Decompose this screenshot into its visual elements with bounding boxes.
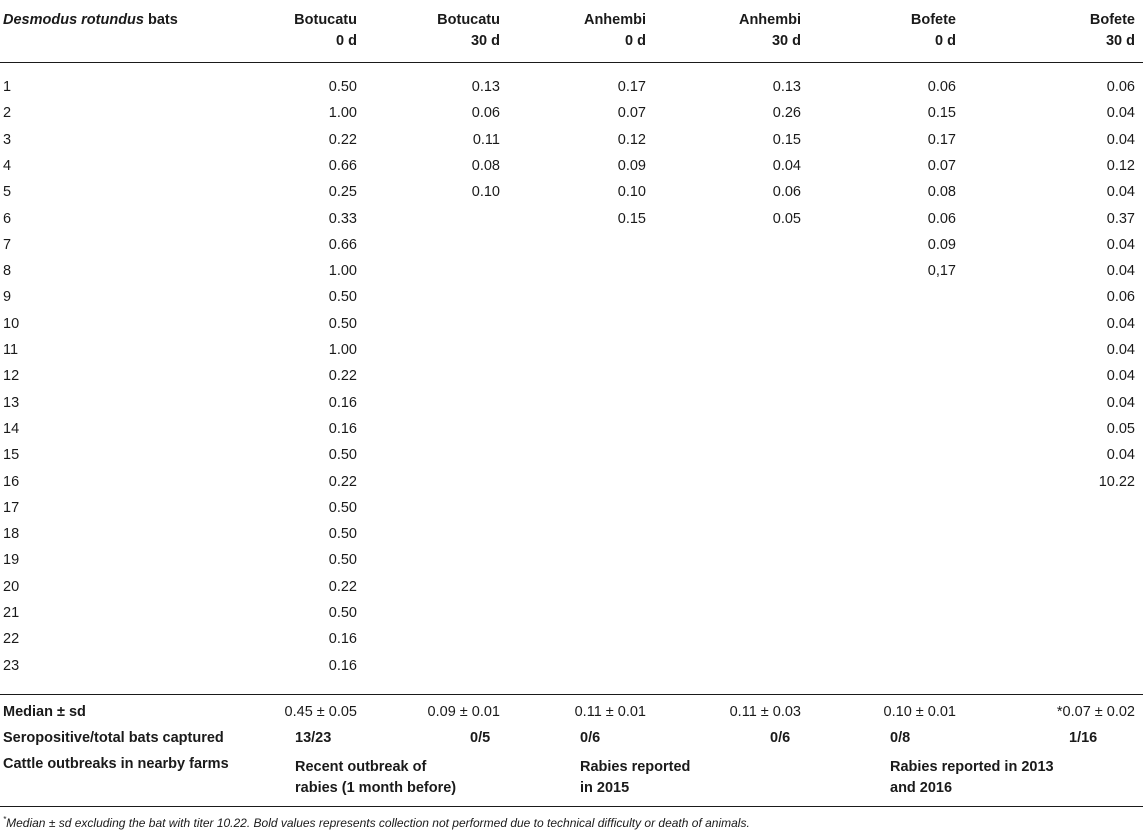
table-cell: 0.08 (471, 157, 500, 174)
table-cell: 0.16 (328, 631, 357, 648)
table-cell: 0.50 (328, 605, 357, 621)
table-cell: 0.50 (328, 447, 357, 464)
outbreak-bofete (890, 757, 1054, 799)
table-cell: 0.04 (1106, 105, 1135, 122)
table-cell: 0.06 (772, 184, 801, 201)
header-col-bofete-0d (911, 10, 956, 52)
table-cell: 0.15 (927, 105, 956, 122)
table-cell: 0.04 (772, 157, 801, 174)
table-row (0, 626, 1143, 653)
table-row (0, 495, 1143, 522)
table-cell: 0.11 (472, 131, 500, 148)
table-cell: 0.15 (617, 210, 646, 227)
table-header (0, 10, 1143, 58)
table-row (0, 469, 1143, 496)
seropositive-value: 13/23 (295, 730, 332, 746)
median-value: 0.45 ± 0.05 (284, 704, 357, 720)
table-cell: 0.13 (471, 79, 500, 95)
table-cell: 0.25 (328, 184, 357, 201)
outbreak-line: rabies (1 month before) (295, 780, 457, 796)
row-index: 18 (3, 526, 20, 543)
header-col-anhembi-30d (739, 10, 801, 52)
header-place: Bofete (1089, 12, 1135, 28)
outbreak-line: Recent outbreak of (295, 759, 427, 775)
table-row (0, 390, 1143, 417)
header-col-bofete-30d (1090, 10, 1135, 52)
table-cell: 0,17 (927, 263, 956, 280)
median-label: Median ± sd (3, 704, 86, 720)
header-day: 0 d (336, 33, 357, 49)
table-row (0, 153, 1143, 180)
table-cell: 0.10 (471, 184, 500, 201)
table-cell: 10.22 (1098, 473, 1135, 490)
table-cell: 1.00 (328, 105, 357, 122)
table-cell: 0.66 (328, 157, 357, 174)
table-cell: 0.05 (1106, 420, 1135, 437)
table-cell: 0.17 (927, 131, 956, 148)
header-day: 30 d (771, 33, 801, 49)
row-index: 12 (3, 368, 20, 385)
table-cell: 0.50 (328, 315, 357, 332)
header-day: 0 d (625, 33, 646, 49)
table-cell: 0.10 (617, 184, 646, 201)
table-cell: 0.04 (1106, 263, 1135, 280)
table-cell: 0.07 (617, 105, 646, 122)
table-row (0, 284, 1143, 311)
table-cell: 1.00 (328, 342, 357, 358)
row-index: 3 (3, 131, 12, 148)
header-col-botucatu-30d (437, 10, 500, 52)
median-value: 0.10 ± 0.01 (883, 704, 956, 720)
header-col-anhembi-0d (584, 10, 646, 52)
outbreak-line: in 2015 (580, 780, 630, 796)
footnote-mark: * (3, 815, 7, 824)
header-species-rest: bats (143, 12, 178, 28)
header-place: Botucatu (437, 12, 500, 28)
row-index: 15 (3, 447, 20, 464)
footnote (3, 815, 750, 830)
table-cell: 0.50 (328, 499, 357, 516)
row-index: 6 (3, 210, 12, 227)
table-row (0, 547, 1143, 574)
table-row (0, 363, 1143, 390)
table-cell: 0.06 (1106, 289, 1135, 306)
table-row (0, 206, 1143, 233)
median-value: *0.07 ± 0.02 (1056, 704, 1135, 720)
table-cell: 0.06 (927, 210, 956, 227)
row-index: 8 (3, 263, 12, 280)
table-cell: 0.16 (328, 420, 357, 437)
header-day: 30 d (1105, 33, 1135, 49)
table-cell: 0.07 (927, 157, 956, 174)
header-place: Botucatu (294, 12, 357, 28)
outbreaks-label: Cattle outbreaks in nearby farms (3, 756, 229, 772)
table-cell: 0.05 (772, 210, 801, 227)
row-index: 10 (3, 315, 20, 332)
table-row (0, 416, 1143, 443)
table-cell: 0.04 (1106, 368, 1135, 385)
row-index: 20 (3, 578, 20, 595)
row-index: 9 (3, 289, 12, 306)
table-cell: 0.26 (772, 105, 801, 122)
row-index: 2 (3, 105, 12, 122)
table-cell: 0.12 (617, 131, 646, 148)
seropositive-value: 1/16 (1069, 730, 1098, 746)
row-index: 5 (3, 184, 12, 201)
table-cell: 0.50 (328, 289, 357, 306)
summary-divider (0, 694, 1143, 695)
seropositive-value: 0/6 (580, 730, 601, 746)
header-col-botucatu-0d (294, 10, 357, 52)
table-cell: 0.04 (1106, 131, 1135, 148)
row-index: 17 (3, 499, 20, 516)
table-cell: 0.04 (1106, 184, 1135, 201)
median-value: 0.09 ± 0.01 (427, 704, 500, 720)
table-cell: 0.09 (927, 236, 956, 253)
row-index: 11 (3, 342, 19, 358)
table-cell: 0.22 (328, 473, 357, 490)
header-place: Bofete (910, 12, 956, 28)
table-cell: 0.04 (1106, 447, 1135, 464)
table-row (0, 337, 1143, 364)
table-cell: 0.16 (328, 394, 357, 411)
table-cell: 0.17 (617, 79, 646, 95)
table-cell: 1.00 (328, 263, 357, 280)
header-species (3, 10, 178, 31)
table-row (0, 258, 1143, 285)
table-cell: 0.50 (328, 79, 357, 95)
footnote-text: Median ± sd excluding the bat with titer 10.22. Bold values represents collection not performed due to technical difficulty or death of animals. (6, 816, 750, 830)
table-cell: 0.04 (1106, 342, 1135, 358)
table-cell: 0.22 (328, 578, 357, 595)
row-index: 7 (3, 236, 12, 253)
table-row (0, 574, 1143, 601)
header-species-italic: Desmodus rotundus (3, 12, 144, 28)
table-cell: 0.04 (1106, 394, 1135, 411)
table-row (0, 442, 1143, 469)
seropositive-value: 0/8 (890, 730, 911, 746)
median-value: 0.11 ± 0.03 (729, 704, 801, 720)
table-cell: 0.50 (328, 552, 357, 569)
table-cell: 0.06 (471, 105, 500, 122)
table-cell: 0.06 (1106, 79, 1135, 95)
table-row (0, 653, 1143, 680)
row-index: 22 (3, 631, 20, 648)
table-cell: 0.04 (1106, 236, 1135, 253)
median-value: 0.11 ± 0.01 (574, 704, 646, 720)
header-day: 0 d (935, 33, 956, 49)
seropositive-value: 0/6 (770, 730, 791, 746)
table-row (0, 311, 1143, 338)
table-cell: 0.66 (328, 236, 357, 253)
row-index: 4 (3, 157, 12, 174)
row-index: 14 (3, 420, 20, 437)
table-cell: 0.15 (772, 131, 801, 148)
table-cell: 0.12 (1106, 157, 1135, 174)
table-cell: 0.09 (617, 157, 646, 174)
table-cell: 0.08 (927, 184, 956, 201)
table-cell: 0.06 (927, 79, 956, 95)
table-row (0, 232, 1143, 259)
table-cell: 0.22 (328, 368, 357, 385)
outbreak-anhembi (580, 757, 690, 799)
outbreak-botucatu (295, 757, 456, 799)
table-cell: 0.33 (328, 210, 357, 227)
table-cell: 0.50 (328, 526, 357, 543)
table-cell: 0.37 (1106, 210, 1135, 227)
row-index: 1 (3, 79, 12, 95)
table-cell: 0.22 (328, 131, 357, 148)
table-cell: 0.04 (1106, 315, 1135, 332)
table-row (0, 74, 1143, 101)
table-row (0, 600, 1143, 627)
header-day: 30 d (470, 33, 500, 49)
row-index: 13 (3, 394, 20, 411)
row-index: 16 (3, 473, 20, 490)
row-index: 23 (3, 657, 20, 674)
header-place: Anhembi (738, 12, 801, 28)
seropositive-value: 0/5 (470, 730, 491, 746)
seropositive-label: Seropositive/total bats captured (3, 730, 224, 746)
header-divider (0, 62, 1143, 63)
outbreak-line: Rabies reported (580, 759, 691, 775)
row-index: 21 (3, 605, 20, 621)
table-row (0, 100, 1143, 127)
footer-divider (0, 806, 1143, 807)
outbreak-line: Rabies reported in 2013 (890, 759, 1054, 775)
table-cell: 0.16 (328, 657, 357, 674)
table-cell: 0.13 (772, 79, 801, 95)
row-index: 19 (3, 552, 20, 569)
table-row (0, 127, 1143, 154)
table-row (0, 521, 1143, 548)
header-place: Anhembi (583, 12, 646, 28)
outbreak-line: and 2016 (890, 780, 953, 796)
table-row (0, 179, 1143, 206)
